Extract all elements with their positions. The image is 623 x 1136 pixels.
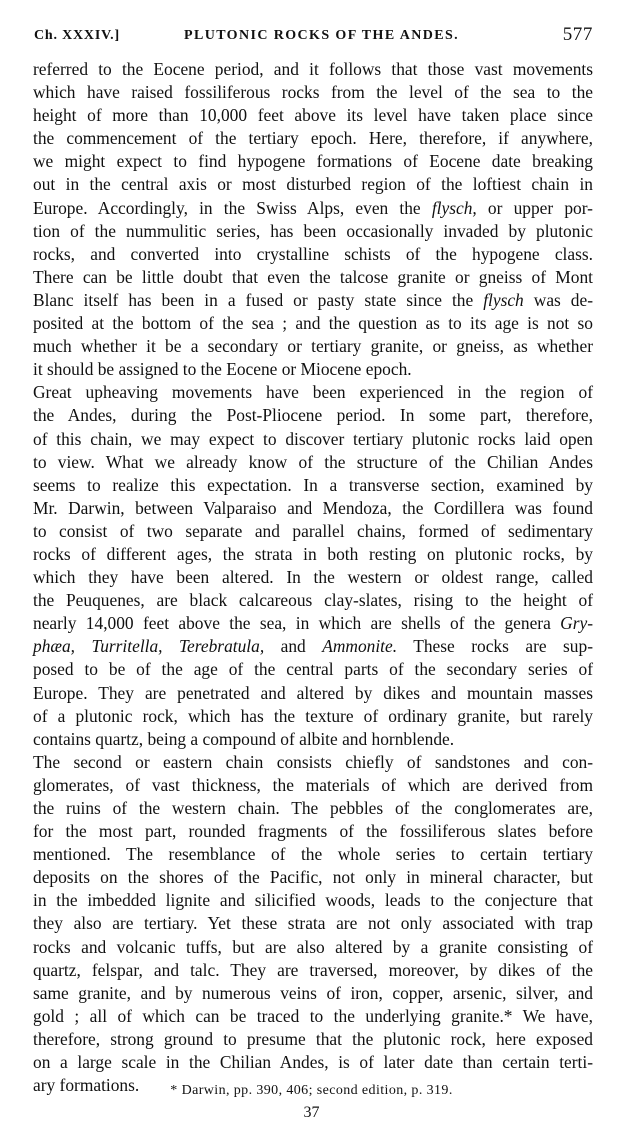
italic-term: flysch,: [431, 197, 477, 218]
text-line: [33, 312, 593, 335]
text-line: [33, 936, 593, 959]
text-segment: we might expect to find hypogene formations of Eocene date breaking: [33, 151, 593, 172]
text-segment: the ruins of the western chain. The pebbles of the conglomerates are,: [33, 798, 593, 818]
text-line: [33, 474, 593, 497]
text-line: [33, 404, 593, 427]
text-line: [33, 104, 593, 127]
text-segment: referred to the Eocene period, and it follows that those vast movements: [33, 59, 593, 79]
text-line: [33, 959, 593, 982]
italic-term: phæa, Turritella, Terebratula,: [33, 636, 265, 657]
body-text: [33, 58, 593, 1097]
text-segment: out in the central axis or most disturbed region of the loftiest chain in: [33, 174, 593, 195]
text-line: [33, 220, 593, 243]
text-line: [33, 497, 593, 520]
text-line: [33, 520, 593, 543]
text-line: [33, 866, 593, 889]
text-segment: contains quartz, being a compound of albite and hornblende.: [33, 728, 455, 749]
text-segment: it should be assigned to the Eocene or Miocene epoch.: [33, 359, 412, 380]
text-segment: There can be little doubt that even the talcose granite or gneiss of Mont: [33, 266, 593, 287]
text-line: [33, 1051, 593, 1074]
text-segment: deposits on the shores of the Pacific, not only in mineral character, but: [33, 867, 593, 888]
text-segment: to consist of two separate and parallel chains, formed of sedimentary: [33, 520, 593, 541]
chapter-reference: Ch. XXXIV.]: [34, 28, 120, 43]
text-segment: ary formations.: [33, 1075, 140, 1096]
page-number: 577: [562, 24, 593, 45]
text-line: [33, 428, 593, 451]
text-segment: or upper por-: [476, 197, 593, 218]
text-line: [33, 566, 593, 589]
text-line: [33, 912, 593, 935]
text-line: [33, 589, 593, 612]
text-segment: rocks and volcanic tuffs, but are also altered by a granite consisting of: [33, 936, 593, 957]
text-segment: Blanc itself has been in a fused or pasty state since the: [33, 289, 484, 310]
text-segment: in the imbedded lignite and silicified woods, leads to the conjecture that: [33, 890, 593, 911]
text-line: [33, 243, 593, 266]
text-line: [33, 1028, 593, 1051]
text-line: [33, 197, 593, 220]
text-segment: quartz, felspar, and talc. They are traversed, moreover, by dikes of the: [33, 959, 593, 980]
text-segment: which they have been altered. In the western or oldest range, called: [33, 567, 593, 588]
text-segment: posited at the bottom of the sea ; and the question as to its age is not so: [33, 313, 593, 334]
text-segment: Mr. Darwin, between Valparaiso and Mendoza, the Cordillera was found: [33, 497, 593, 518]
text-segment: which have raised fossiliferous rocks from the level of the sea to the: [33, 82, 593, 103]
text-line: [33, 335, 593, 358]
text-line: [33, 635, 593, 658]
footnote: * Darwin, pp. 390, 406; second edition, p. 319.: [170, 1083, 453, 1098]
text-line: [33, 150, 593, 173]
text-line: [33, 658, 593, 681]
text-segment: The second or eastern chain consists chiefly of sandstones and con-: [33, 751, 593, 772]
text-segment: of this chain, we may expect to discover tertiary plutonic rocks laid open: [33, 428, 593, 449]
text-segment: These rocks are sup-: [397, 636, 593, 657]
text-line: [33, 889, 593, 912]
text-line: [33, 774, 593, 797]
text-segment: to view. What we already know of the structure of the Chilian Andes: [33, 451, 593, 472]
text-segment: the Andes, during the Post-Pliocene period. In some part, therefore,: [33, 405, 593, 426]
text-line: [33, 612, 593, 635]
text-segment: glomerates, of vast thickness, the materials of which are derived from: [33, 774, 593, 795]
text-line: [33, 381, 593, 404]
italic-term: Gry-: [560, 613, 593, 634]
text-segment: they also are tertiary. Yet these strata are not only associated with trap: [33, 913, 593, 934]
text-line: [33, 289, 593, 312]
text-line: [33, 982, 593, 1005]
text-segment: same granite, and by numerous veins of iron, copper, arsenic, silver, and: [33, 982, 593, 1003]
text-segment: seems to realize this expectation. In a transverse section, examined by: [33, 474, 593, 495]
running-head: [34, 26, 593, 48]
text-line: [33, 58, 593, 81]
text-segment: much whether it be a secondary or tertiary granite, or gneiss, as whether: [33, 336, 593, 357]
running-title: PLUTONIC ROCKS OF THE ANDES.: [184, 28, 460, 43]
text-line: [33, 820, 593, 843]
text-segment: the Peuquenes, are black calcareous clay-slates, rising to the height of: [33, 590, 593, 611]
text-segment: Great upheaving movements have been experienced in the region of: [33, 382, 593, 403]
text-line: [33, 127, 593, 150]
text-segment: of a plutonic rock, which has the texture of ordinary granite, but rarely: [33, 705, 593, 726]
text-segment: mentioned. The resemblance of the whole series to certain tertiary: [33, 844, 593, 865]
text-line: [33, 705, 593, 728]
text-segment: and: [264, 636, 323, 657]
text-line: [33, 358, 593, 381]
text-segment: gold ; all of which can be traced to the underlying granite.* We have,: [33, 1005, 593, 1026]
text-line: [33, 1005, 593, 1028]
italic-term: Ammonite.: [322, 636, 398, 657]
text-segment: tion of the nummulitic series, has been occasionally invaded by plutonic: [33, 220, 593, 241]
text-segment: Europe. Accordingly, in the Swiss Alps, even the: [33, 197, 432, 218]
text-segment: was de-: [523, 289, 593, 310]
text-segment: on a large scale in the Chilian Andes, is of later date than certain terti-: [33, 1052, 593, 1073]
text-line: [33, 81, 593, 104]
text-line: [33, 266, 593, 289]
text-segment: rocks of different ages, the strata in both resting on plutonic rocks, by: [33, 543, 593, 564]
text-segment: nearly 14,000 feet above the sea, in which are shells of the genera: [33, 613, 561, 634]
text-segment: therefore, strong ground to presume that the plutonic rock, here exposed: [33, 1028, 593, 1049]
text-line: [33, 451, 593, 474]
text-segment: rocks, and converted into crystalline schists of the hypogene class.: [33, 243, 593, 264]
text-segment: Europe. They are penetrated and altered by dikes and mountain masses: [33, 682, 593, 703]
text-segment: posed to be of the age of the central parts of the secondary series of: [33, 659, 593, 680]
text-line: [33, 797, 593, 820]
signature-mark: 37: [303, 1104, 320, 1121]
text-segment: height of more than 10,000 feet above its level have taken place since: [33, 105, 593, 126]
text-line: [33, 728, 593, 751]
text-line: [33, 173, 593, 196]
text-segment: the commencement of the tertiary epoch. Here, therefore, if anywhere,: [33, 128, 593, 149]
text-line: [33, 751, 593, 774]
text-line: [33, 543, 593, 566]
italic-term: flysch: [483, 289, 524, 310]
text-segment: for the most part, rounded fragments of the fossiliferous slates before: [33, 821, 593, 842]
text-line: [33, 843, 593, 866]
text-line: [33, 682, 593, 705]
